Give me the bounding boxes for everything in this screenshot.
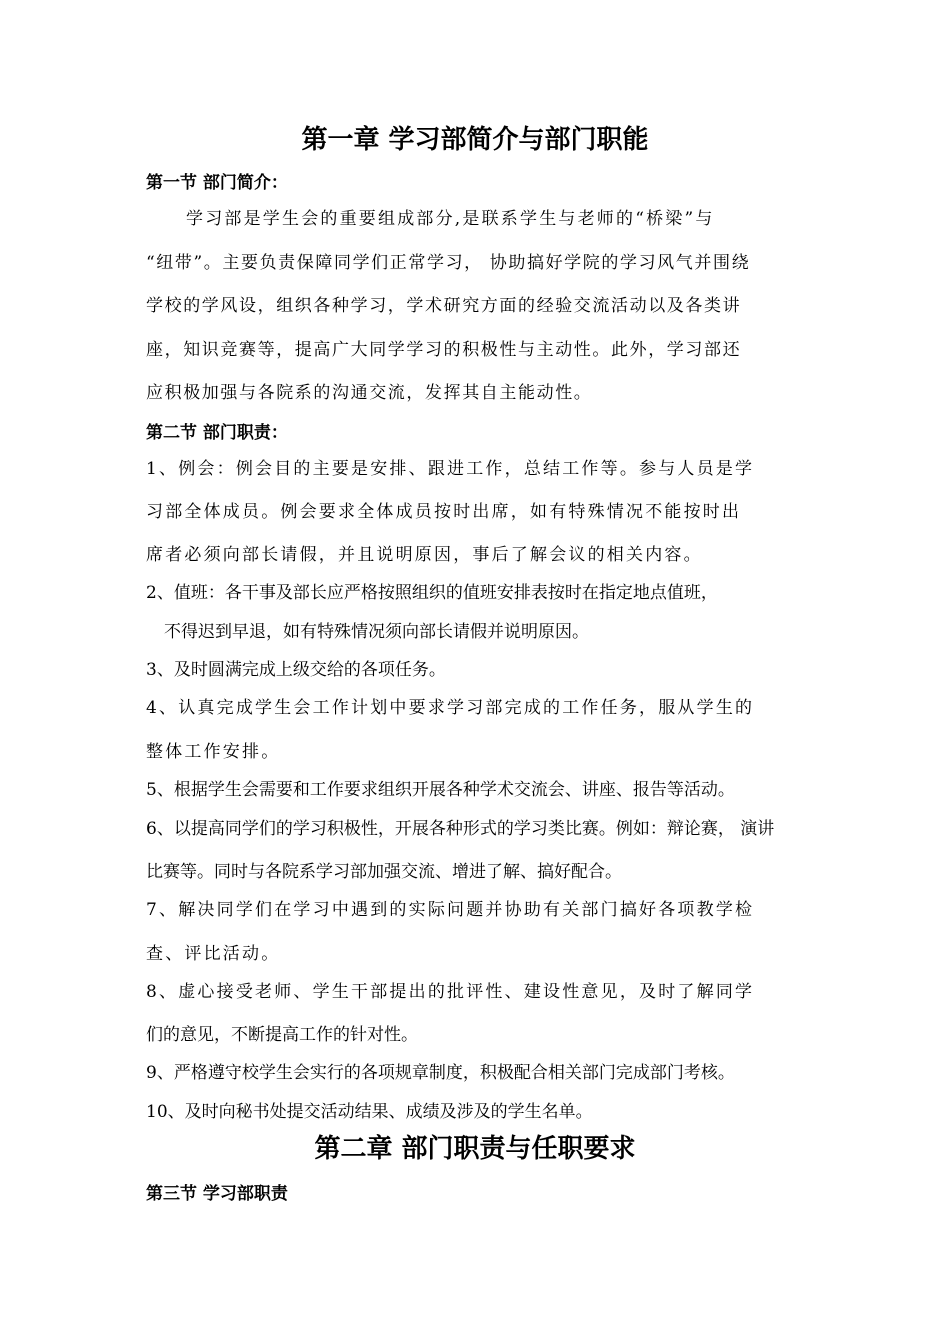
duty-line: 10、及时向秘书处提交活动结果、成绩及涉及的学生名单。 bbox=[146, 1102, 593, 1122]
duty-line: 不得迟到早退，如有特殊情况须向部长请假并说明原因。 bbox=[164, 622, 589, 642]
duty-line: 8、虚心接受老师、学生干部提出的批评性、建设性意见，及时了解同学 bbox=[146, 982, 755, 1002]
section-1-line: 学习部是学生会的重要组成部分,是联系学生与老师的“桥梁”与 bbox=[186, 209, 715, 229]
duty-line: 9、严格遵守校学生会实行的各项规章制度，积极配合相关部门完成部门考核。 bbox=[146, 1063, 735, 1083]
section-1-line: “纽带”。主要负责保障同学们正常学习， 协助搞好学院的学习风气并围绕 bbox=[146, 253, 751, 273]
duty-line: 7、解决同学们在学习中遇到的实际问题并协助有关部门搞好各项教学检 bbox=[146, 900, 755, 920]
section-1-line: 座，知识竞赛等，提高广大同学学习的积极性与主动性。此外，学习部还 bbox=[146, 340, 742, 360]
duty-line: 3、及时圆满完成上级交给的各项任务。 bbox=[146, 660, 446, 680]
duty-line: 1、例会：例会目的主要是安排、跟进工作，总结工作等。参与人员是学 bbox=[146, 459, 755, 479]
section-2-heading: 第二节 部门职责： bbox=[146, 423, 288, 443]
duty-line: 4、认真完成学生会工作计划中要求学习部完成的工作任务，服从学生的 bbox=[146, 698, 755, 718]
duty-line: 2、值班：各干事及部长应严格按照组织的值班安排表按时在指定地点值班， bbox=[146, 583, 718, 603]
duty-line: 习部全体成员。例会要求全体成员按时出席，如有特殊情况不能按时出 bbox=[146, 502, 742, 522]
chapter-2-title: 第二章 部门职责与任职要求 bbox=[314, 1134, 636, 1164]
section-3-heading: 第三节 学习部职责 bbox=[146, 1184, 288, 1204]
duty-line: 查、评比活动。 bbox=[146, 944, 281, 964]
duty-line: 5、根据学生会需要和工作要求组织开展各种学术交流会、讲座、报告等活动。 bbox=[146, 780, 735, 800]
duty-line: 整体工作安排。 bbox=[146, 742, 281, 762]
duty-line: 6、以提高同学们的学习积极性，开展各种形式的学习类比赛。例如：辩论赛， 演讲 bbox=[146, 819, 775, 839]
duty-line: 们的意见，不断提高工作的针对性。 bbox=[146, 1025, 418, 1045]
chapter-1-title: 第一章 学习部简介与部门职能 bbox=[301, 125, 649, 155]
duty-line: 席者必须向部长请假，并且说明原因，事后了解会议的相关内容。 bbox=[146, 545, 703, 565]
section-1-line: 应积极加强与各院系的沟通交流，发挥其自主能动性。 bbox=[146, 383, 593, 403]
section-1-heading: 第一节 部门简介： bbox=[146, 173, 288, 193]
section-1-line: 学校的学风设，组织各种学习，学术研究方面的经验交流活动以及各类讲 bbox=[146, 296, 742, 316]
duty-line: 比赛等。同时与各院系学习部加强交流、增进了解、搞好配合。 bbox=[146, 862, 622, 882]
